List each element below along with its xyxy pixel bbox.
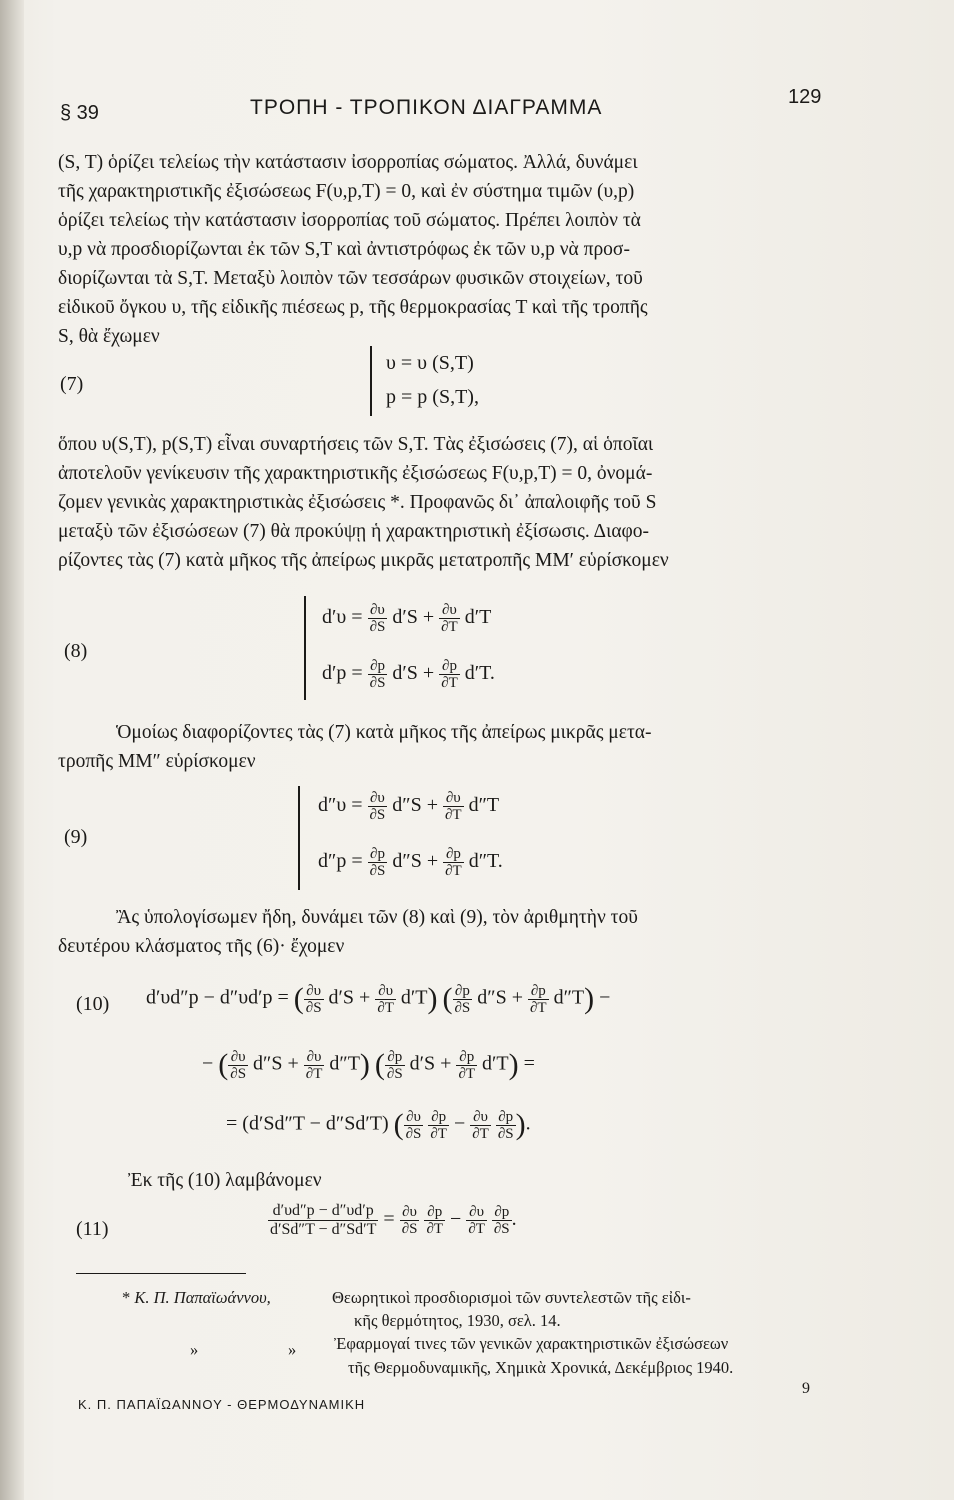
term: d″S + (392, 850, 439, 873)
operator: − (202, 1052, 214, 1075)
paragraph-2 (58, 430, 826, 575)
term: = (d′Sd″T − d″Sd′T) (226, 1112, 389, 1135)
paren: ) (508, 1048, 519, 1081)
term: d″T (329, 1052, 360, 1075)
equation-label-11: (11) (76, 1218, 109, 1240)
partial-fraction: $\frac{\partial p}{\partial T}$ (441, 658, 458, 691)
operator: − (599, 986, 611, 1009)
partial-fraction: $\frac{\partial\upsilon}{\partial S}$ (230, 1048, 247, 1082)
term: d′T. (464, 662, 495, 685)
book-spine-shadow (0, 0, 24, 1500)
lhs: d″p = (318, 850, 363, 873)
operator: . (525, 1112, 531, 1135)
partial-fraction: $\frac{\partial p}{\partial T}$ (530, 982, 547, 1016)
text-line: ρίζοντες τὰς (7) κατὰ μῆκος τῆς ἀπείρως μικρᾶς μετατροπῆς MM′ εὑρίσκομεν (58, 550, 669, 571)
signature-number: 9 (802, 1380, 810, 1397)
lhs: d″υ = (318, 794, 363, 817)
paren: ( (374, 1048, 385, 1081)
author-name: Κ. Π. Παπαϊωάννου, (134, 1288, 271, 1307)
footnote-2-line-1: Ἐφαρμογαί τινες τῶν γενικῶν χαρακτηριστικῶν ἐξισώσεων (334, 1334, 729, 1353)
operator: − (450, 1208, 462, 1231)
equation-label-9: (9) (64, 826, 88, 848)
operator: = (383, 1208, 395, 1231)
text-line: ὅπου υ(S,T), p(S,T) εἶναι συναρτήσεις τῶν S,T. Τὰς ἐξισώσεις (7), αἱ ὁποῖαι (58, 434, 654, 455)
lhs: d′υ = (322, 606, 363, 629)
partial-fraction: $\frac{\partial\upsilon}{\partial T}$ (472, 1108, 489, 1142)
equation-9-line-2 (318, 846, 503, 879)
term: d′T (464, 606, 492, 629)
term: d″T (468, 794, 500, 817)
operator: . (511, 1208, 517, 1231)
text-line: διορίζωνται τὰ S,T. Μεταξὺ λοιπὸν τῶν τεσσάρων φυσικῶν στοιχείων, τοῦ (58, 268, 643, 289)
equation-10-line-2 (202, 1048, 535, 1082)
partial-fraction: $\frac{\partial p}{\partial S}$ (497, 1108, 514, 1142)
lhs: d′p = (322, 662, 363, 685)
paragraph-1 (58, 148, 826, 351)
text-line: ὁρίζει τελείως τὴν κατάστασιν ἰσορροπίας τοῦ σώματος. Πρέπει λοιπὸν τὰ (58, 210, 641, 231)
partial-fraction: $\frac{\partial\upsilon}{\partial S}$ (401, 1204, 418, 1237)
section-number: § 39 (60, 102, 99, 124)
text-line: δευτέρου κλάσματος τῆς (6)· ἔχομεν (58, 936, 345, 957)
partial-fraction: $\frac{\partial p}{\partial S}$ (369, 846, 386, 879)
paragraph-3 (58, 718, 826, 776)
operator: = (523, 1052, 535, 1075)
partial-fraction: $\frac{\partial\upsilon}{\partial T}$ (445, 790, 462, 823)
term: d′S + (409, 1052, 452, 1075)
partial-fraction: $\frac{\partial p}{\partial S}$ (386, 1048, 403, 1082)
equation-10-line-3 (226, 1108, 531, 1142)
footnote-2-ditto-2: » (288, 1340, 297, 1359)
term: d″S + (392, 794, 439, 817)
partial-fraction: $\frac{\partial p}{\partial T}$ (426, 1204, 444, 1237)
partial-fraction: $\frac{\partial\upsilon}{\partial T}$ (377, 982, 394, 1016)
footnote-2-line-2: τῆς Θερμοδυναμικῆς, Χημικὰ Χρονικά, Δεκέμβριος 1940. (348, 1358, 734, 1377)
text-line: Ἐκ τῆς (10) λαμβάνομεν (128, 1170, 322, 1191)
partial-fraction: $\frac{\partial p}{\partial T}$ (430, 1108, 447, 1142)
running-title: ΤΡΟΠΗ - ΤΡΟΠΙΚΟΝ ΔΙΑΓΡΑΜΜΑ (250, 96, 603, 119)
partial-fraction: $\frac{\partial p}{\partial S}$ (493, 1204, 510, 1237)
partial-fraction: $\frac{\partial\upsilon}{\partial S}$ (369, 790, 386, 823)
term: d′S + (392, 662, 435, 685)
text-line: εἰδικοῦ ὄγκου υ, τῆς εἰδικῆς πιέσεως p, τῆς θερμοκρασίας T καὶ τῆς τροπῆς (58, 297, 648, 318)
paren: ) (515, 1108, 526, 1141)
paren: ) (427, 982, 438, 1015)
equation-11 (268, 1202, 517, 1239)
footnote-rule (76, 1273, 246, 1274)
partial-fraction: $\frac{\partial\upsilon}{\partial T}$ (305, 1048, 323, 1082)
equation-label-10: (10) (76, 993, 110, 1015)
equation-label-8: (8) (64, 640, 88, 662)
footnote-1-line-1: Θεωρητικοὶ προσδιορισμοὶ τῶν συντελεστῶν τῆς εἰδι- (332, 1288, 691, 1307)
paren: ( (218, 1048, 229, 1081)
text-line: ζομεν γενικὰς χαρακτηριστικὰς ἐξισώσεις *. Προφανῶς δι᾿ ἀπαλοιφῆς τοῦ S (58, 492, 657, 513)
partial-fraction: $\frac{\partial p}{\partial T}$ (445, 846, 462, 879)
operator: − (453, 1112, 466, 1135)
term: d′T (400, 986, 428, 1009)
term: d′S + (392, 606, 435, 629)
paragraph-4 (58, 903, 826, 961)
system-brace (304, 596, 306, 700)
equation-7-line-2: p = p (S,T), (386, 386, 479, 408)
paren: ( (393, 1108, 404, 1141)
paren: ( (442, 982, 453, 1015)
lhs: d′υd″p − d″υd′p = (146, 986, 289, 1009)
equation-9-line-1 (318, 790, 499, 823)
footnote-2-ditto-1: » (190, 1340, 199, 1359)
term: d″T (553, 986, 585, 1009)
system-brace (298, 786, 300, 890)
text-line: (S, T) ὁρίζει τελείως τὴν κατάστασιν ἰσορροπίας σώματος. Ἀλλά, δυνάμει (58, 152, 638, 173)
partial-fraction: $\frac{\partial\upsilon}{\partial S}$ (369, 602, 386, 635)
footer-signature: Κ. Π. ΠΑΠΑΪΩΑΝΝΟΥ - ΘΕΡΜΟΔΥΝΑΜΙΚΗ (78, 1397, 366, 1412)
text-line: Ὁμοίως διαφορίζοντες τὰς (7) κατὰ μῆκος τῆς ἀπείρως μικρᾶς μετα- (116, 722, 652, 743)
partial-fraction: $\frac{\partial p}{\partial T}$ (458, 1048, 476, 1082)
partial-fraction: $\frac{\partial\upsilon}{\partial T}$ (468, 1204, 485, 1237)
page-number: 129 (788, 86, 822, 108)
paren: ) (359, 1048, 370, 1081)
main-fraction: $\frac{d'\upsilon d''p - d''\upsilon d'p}{d'Sd''T - d''Sd'T}$ (270, 1202, 377, 1238)
equation-10-line-1 (146, 982, 610, 1016)
partial-fraction: $\frac{\partial\upsilon}{\partial S}$ (305, 982, 322, 1016)
term: d″T. (468, 850, 503, 873)
equation-7-line-1: υ = υ (S,T) (386, 352, 474, 374)
paragraph-5 (58, 1166, 826, 1195)
text-line: τῆς χαρακτηριστικῆς ἐξισώσεως F(υ,p,T) = 0, καὶ ἐν σύστημα τιμῶν (υ,p) (58, 181, 635, 202)
equation-label-7: (7) (60, 373, 84, 395)
paren: ( (293, 982, 304, 1015)
footnote-marker: * (122, 1288, 131, 1307)
text-line: τροπῆς MM″ εὑρίσκομεν (58, 751, 256, 772)
system-brace (370, 346, 372, 416)
partial-fraction: $\frac{\partial\upsilon}{\partial S}$ (405, 1108, 422, 1142)
footnote-1-line-2: κῆς θερμότητος, 1930, σελ. 14. (354, 1311, 561, 1330)
partial-fraction: $\frac{\partial p}{\partial S}$ (369, 658, 386, 691)
partial-fraction: $\frac{\partial p}{\partial S}$ (454, 982, 471, 1016)
term: d″S + (477, 986, 523, 1009)
equation-8-line-2 (322, 658, 495, 691)
footnote-1-author (122, 1288, 271, 1308)
text-line: S, θὰ ἔχωμεν (58, 326, 160, 347)
text-line: Ἂς ὑπολογίσωμεν ἤδη, δυνάμει τῶν (8) καὶ (9), τὸν ἀριθμητὴν τοῦ (116, 907, 638, 928)
text-line: ἀποτελοῦν γενίκευσιν τῆς χαρακτηριστικῆς ἐξισώσεως F(υ,p,T) = 0, ὀνομά- (58, 463, 653, 484)
text-line: μεταξὺ τῶν ἐξισώσεων (7) θὰ προκύψῃ ἡ χαρακτηριστικὴ ἐξίσωσις. Διαφο- (58, 521, 650, 542)
term: d′T (482, 1052, 509, 1075)
text-line: υ,p νὰ προσδιορίζωνται ἐκ τῶν S,T καὶ ἀντιστρόφως ἐκ τῶν υ,p νὰ προσ- (58, 239, 630, 260)
partial-fraction: $\frac{\partial\upsilon}{\partial T}$ (441, 602, 458, 635)
equation-8-line-1 (322, 602, 491, 635)
paren: ) (584, 982, 595, 1015)
term: d′S + (328, 986, 371, 1009)
term: d″S + (253, 1052, 299, 1075)
